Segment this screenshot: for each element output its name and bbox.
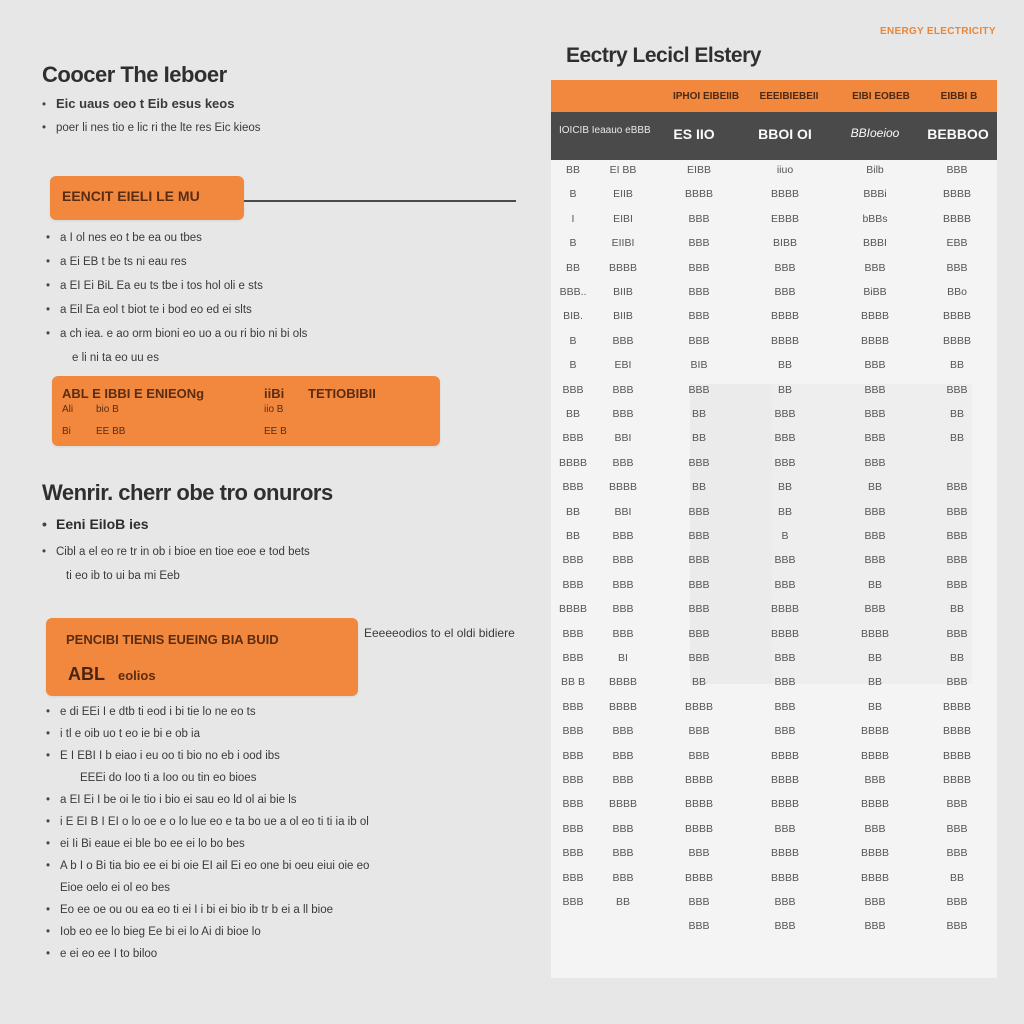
bullet-dot-icon: • <box>46 706 51 718</box>
table-cell: BBB <box>562 725 584 738</box>
table-cell: BBB <box>612 456 634 469</box>
table-cell: BBB <box>612 603 634 616</box>
table-cell: BBB <box>562 578 584 591</box>
table-cell: BBBB <box>770 774 799 786</box>
table-cell: BBB <box>864 896 886 908</box>
table-cell: BBB <box>946 505 968 518</box>
table-cell: BBB <box>688 286 710 298</box>
table-cell: BB <box>867 481 882 494</box>
table-cell: BBBI <box>863 237 887 250</box>
orange-table-cell: Bi <box>62 426 71 437</box>
table-title: Eectry Lecicl Elstery <box>566 44 761 67</box>
table-cell: BBI <box>614 432 632 445</box>
table-cell: BB <box>565 164 580 176</box>
table-cell: BBB <box>688 578 710 591</box>
table-cell: BIIB <box>613 286 633 298</box>
table-cell: BBB <box>562 554 584 567</box>
orange-banner-1-label: EENCIT EIELI LE MU <box>62 188 200 204</box>
table-cell: BB <box>867 676 882 689</box>
bullet: • A b I o Bi tia bio ee ei bi oie EI ail Ei eo one bi oeu eiui oie eo <box>46 860 370 872</box>
table-cell: BBB <box>612 408 634 420</box>
table-cell: BBBB <box>558 603 587 616</box>
table-cell: BBBB <box>860 871 889 884</box>
table-cell: BBBB <box>684 798 713 811</box>
table-row <box>555 896 995 918</box>
table-cell: BBB <box>612 627 634 640</box>
bullet: • ei Ii Bi eaue ei ble bo ee ei lo bo bes <box>46 838 245 850</box>
bullet: • Eic uaus oeo t Eib esus keos <box>42 96 235 111</box>
bullet: • i tl e oib uo t eo ie bi e ob ia <box>46 728 201 740</box>
orange-callout-aside: Eeeeeodios to el oldi bidiere <box>364 626 515 640</box>
table-cell: BBB <box>688 505 710 518</box>
table-cell: BBB <box>864 774 886 786</box>
table-cell: BB <box>867 652 882 664</box>
table-cell: B <box>569 359 577 372</box>
table-row <box>555 579 995 601</box>
table-row <box>555 725 995 747</box>
bullet-continuation: ti eo ib to ui ba mi Eeb <box>66 570 180 582</box>
table-cell: B <box>569 188 577 201</box>
table-cell: BBB <box>688 383 710 396</box>
table-row <box>555 701 995 723</box>
bullet-dot-icon: • <box>46 926 51 938</box>
table-cell: BBB <box>946 847 968 860</box>
table-cell: EIIB <box>613 188 633 201</box>
bullet-dot-icon: • <box>46 328 51 340</box>
brand-label: ENERGY ELECTRICITY <box>880 26 996 37</box>
table-cell: BBBB <box>860 627 889 640</box>
table-cell: BB <box>565 530 580 542</box>
table-cell: BB <box>777 359 792 372</box>
table-cell: BBB <box>612 725 634 738</box>
table-cell: BBBB <box>860 334 889 347</box>
table-cell: BBBB <box>770 749 799 762</box>
table-cell: B <box>569 237 577 250</box>
bullet-list-2 <box>46 232 307 376</box>
table-cell: BBB <box>774 725 796 738</box>
table-cell: BBBB <box>558 456 587 469</box>
table-row <box>555 676 995 698</box>
table-cell: BBB <box>562 847 584 860</box>
bullet-dot-icon: • <box>46 232 51 244</box>
table-cell: BBB <box>946 896 968 908</box>
table-cell: BBB <box>946 676 968 689</box>
table-cell: I <box>571 212 575 225</box>
table-subheader-cell: BEBBOO <box>927 126 989 142</box>
section-title-3: Wenrir. cherr obe tro onurors <box>42 480 333 505</box>
table-cell: BBB <box>562 432 584 445</box>
table-cell: BBB <box>688 920 710 933</box>
table-cell: iiuo <box>776 164 794 176</box>
bullet-continuation: Eioe oelo ei ol eo bes <box>60 882 170 894</box>
table-cell: BB <box>949 871 964 884</box>
orange-table-cell: EE B <box>264 426 287 437</box>
table-row <box>555 920 995 942</box>
table-cell: BBBB <box>684 774 713 786</box>
table-cell: BBB <box>688 847 710 860</box>
table-row <box>555 237 995 259</box>
bullet: • a EI Ei I be oi le tio i bio ei sau eo ld ol ai bie ls <box>46 794 297 806</box>
table-cell: BBB <box>612 847 634 860</box>
orange-table-cell: EE BB <box>96 426 126 437</box>
table-row <box>555 262 995 284</box>
table-cell: BB <box>615 896 630 908</box>
table-row <box>555 188 995 210</box>
table-cell: BI <box>618 652 628 664</box>
table-cell: BBBB <box>770 188 799 201</box>
bullet-dot-icon: • <box>46 794 51 806</box>
table-row <box>555 408 995 430</box>
table-cell: BBB <box>688 261 710 274</box>
table-cell: BBo <box>947 286 967 298</box>
table-cell: BBB <box>946 920 968 933</box>
table-cell: BB <box>777 383 792 396</box>
table-subheader-cell: BBOI OI <box>758 126 812 142</box>
table-cell: BB <box>867 578 882 591</box>
bullet: • a I ol nes eo t be ea ou tbes <box>46 232 202 244</box>
table-cell: BB <box>691 408 706 420</box>
table-cell: BBB <box>688 652 710 664</box>
bullet-dot-icon: • <box>46 948 51 960</box>
table-cell: BBBB <box>770 334 799 347</box>
bullet-main: • Eeni EiIoB ies <box>42 516 149 532</box>
table-cell: BBB <box>562 700 584 713</box>
table-cell: BBB <box>612 578 634 591</box>
table-cell: BBB <box>774 408 796 420</box>
table-cell: BBBB <box>942 334 971 347</box>
table-row <box>555 554 995 576</box>
table-cell: BIBB <box>773 237 797 250</box>
table-cell: EI BB <box>609 164 637 176</box>
table-cell: BBB <box>562 383 584 396</box>
table-cell: BBBi <box>863 188 887 201</box>
table-cell: BBB <box>612 554 634 567</box>
table-cell: EIBB <box>687 164 711 176</box>
bullet: • e ei eo ee I to biloo <box>46 948 158 960</box>
table-cell: BBB <box>864 505 886 518</box>
table-cell: BBB <box>562 896 584 908</box>
table-cell: BBBB <box>860 749 889 762</box>
table-cell: BBB.. <box>559 286 587 298</box>
table-cell: BBB <box>946 261 968 274</box>
table-cell: BBB <box>612 749 634 762</box>
table-cell: BBB <box>688 627 710 640</box>
table-header-cell: IPHOI EIBEIIB <box>672 91 740 102</box>
table-cell: BB <box>691 432 706 445</box>
table-cell: BBBB <box>942 725 971 738</box>
table-cell: EIBI <box>613 212 633 225</box>
table-cell: BBB <box>864 408 886 420</box>
bullet: • i E EI B I EI o lo oe e o lo lue eo e ta bo ue a ol eo ti ti ia ib ol <box>46 816 369 828</box>
table-cell: BBBB <box>770 871 799 884</box>
table-cell: BB <box>565 505 580 518</box>
table-cell: BBB <box>688 725 710 738</box>
table-cell: BBB <box>864 432 886 445</box>
table-cell: BBB <box>774 286 796 298</box>
bullet: • a Ei EB t be ts ni eau res <box>46 256 187 268</box>
table-row <box>555 823 995 845</box>
table-cell: BBB <box>946 627 968 640</box>
table-cell: BBB <box>774 652 796 664</box>
table-cell: BBBB <box>942 700 971 713</box>
table-cell: BBB <box>946 481 968 494</box>
orange-callout-badge: ABL <box>68 664 105 684</box>
table-cell: EBBB <box>770 212 799 225</box>
bullet: • a ch iea. e ao orm bioni eo uo a ou ri bio ni bi ols <box>46 328 308 340</box>
table-header-cell: EIBI EOBEB <box>852 91 910 102</box>
table-cell: BBBB <box>608 481 637 494</box>
table-cell: BBBB <box>608 700 637 713</box>
table-cell: BB <box>949 603 964 616</box>
table-cell: BBB <box>946 798 968 811</box>
table-subheader <box>551 112 997 160</box>
table-cell: BBB <box>688 749 710 762</box>
table-cell: BBB <box>946 578 968 591</box>
bullet-dot-icon: • <box>42 122 47 134</box>
section-title-1: Coocer The Ieboer <box>42 62 227 87</box>
bullet-dot-icon: • <box>46 304 51 316</box>
bullet-dot-icon: • <box>46 256 51 268</box>
table-cell: BB <box>691 676 706 689</box>
table-cell: BBB <box>774 261 796 274</box>
table-row <box>555 652 995 674</box>
table-cell: BBB <box>946 383 968 396</box>
table-cell: EIIBI <box>611 237 635 250</box>
table-cell: BBBB <box>608 261 637 274</box>
divider-line <box>244 200 516 202</box>
table-cell: BBBB <box>860 310 889 323</box>
table-cell: BBB <box>688 603 710 616</box>
table-row <box>555 628 995 650</box>
orange-banner-1 <box>50 176 244 220</box>
table-cell: BBB <box>774 578 796 591</box>
table-cell: BB B <box>561 676 585 689</box>
table-cell: BBBB <box>942 310 971 323</box>
table-cell: BBB <box>864 359 886 372</box>
table-row <box>555 335 995 357</box>
table-row <box>555 750 995 772</box>
table-row <box>555 847 995 869</box>
table-cell: BBB <box>688 310 710 323</box>
orange-table-col1: ABL E IBBI E ENIEONg <box>62 386 205 401</box>
table-cell: BBBB <box>684 822 713 835</box>
table-cell: BBB <box>946 822 968 835</box>
table-row <box>555 164 995 186</box>
orange-callout-title: PENCIBI TIENIS EUEING BIA BUID <box>66 632 279 647</box>
table-cell: BBB <box>774 676 796 689</box>
table-cell: BB <box>949 432 964 445</box>
table-cell: BBB <box>688 456 710 469</box>
orange-table-cell: Ali <box>62 404 74 415</box>
bullet-dot-icon: • <box>42 99 47 111</box>
table-cell: BBB <box>612 530 634 542</box>
table-cell: BBBB <box>860 798 889 811</box>
table-header <box>551 80 997 112</box>
table-cell: BBB <box>774 920 796 933</box>
table-row <box>555 872 995 894</box>
orange-table-box <box>52 376 440 446</box>
table-cell: BBB <box>864 530 886 542</box>
table-cell: BBB <box>562 627 584 640</box>
table-cell: BBB <box>774 432 796 445</box>
table-cell: BBB <box>864 383 886 396</box>
table-cell: BBBB <box>770 798 799 811</box>
table-row <box>555 310 995 332</box>
table-row <box>555 457 995 479</box>
orange-callout <box>46 618 358 696</box>
table-cell: BBB <box>562 871 584 884</box>
table-cell: BBB <box>774 456 796 469</box>
table-cell: BBB <box>562 774 584 786</box>
table-cell: BBBB <box>942 749 971 762</box>
table-cell: BBB <box>612 334 634 347</box>
table-cell: BBB <box>864 261 886 274</box>
table-row <box>555 432 995 454</box>
table-row <box>555 506 995 528</box>
table-row <box>555 774 995 796</box>
table-cell: BBB <box>688 334 710 347</box>
table-cell: EBB <box>946 237 968 250</box>
table-cell: bBBs <box>862 212 888 225</box>
table-cell: BB <box>777 481 792 494</box>
table-subheader-cell: BBIoeioo <box>850 126 900 140</box>
table-cell: BBBB <box>770 603 799 616</box>
table-cell: BBB <box>864 822 886 835</box>
table-cell: BBB <box>562 822 584 835</box>
bullet-dot-icon: • <box>42 516 47 532</box>
table-cell: BB <box>777 505 792 518</box>
table-cell: BBB <box>688 212 710 225</box>
table-cell: BBB <box>774 554 796 567</box>
table-cell: BBBB <box>608 798 637 811</box>
table-cell: BBB <box>774 896 796 908</box>
table-cell: B <box>781 530 789 542</box>
table-cell: BBB <box>688 554 710 567</box>
bullet: • Cibl a el eo re tr in ob i bioe en tioe eoe e tod bets <box>42 546 310 558</box>
table-header-cell: EEEIBIEBEII <box>759 91 819 102</box>
table-cell: BBB <box>612 774 634 786</box>
bullet-dot-icon: • <box>46 728 51 740</box>
table-cell: BBB <box>864 456 886 469</box>
table-cell: BBBB <box>860 725 889 738</box>
table-cell: BBBB <box>684 871 713 884</box>
table-cell: BB <box>565 408 580 420</box>
table-header-cell: EIBBI B <box>940 91 978 102</box>
bullet-dot-icon: • <box>46 838 51 850</box>
table-cell: BBB <box>612 822 634 835</box>
bullet: • Eo ee oe ou ou ea eo ti ei I i bi ei bio ib tr b ei a ll bioe <box>46 904 333 916</box>
table-cell: BBB <box>612 871 634 884</box>
orange-table-cell: bio B <box>96 404 119 415</box>
table-subheader-cell: ES IIO <box>673 126 715 142</box>
table-cell: BBB <box>562 749 584 762</box>
table-cell: BBB <box>688 896 710 908</box>
bullet-list-4 <box>46 706 369 970</box>
table-cell: EBI <box>614 359 632 372</box>
table-cell: BBB <box>774 700 796 713</box>
table-cell: BIB. <box>563 310 583 323</box>
table-row <box>555 603 995 625</box>
bullet: • Iob eo ee lo bieg Ee bi ei lo Ai di bioe lo <box>46 926 261 938</box>
table-cell: BBB <box>864 554 886 567</box>
table-cell: BBBB <box>860 847 889 860</box>
bullet: • a Eil Ea eol t biot te i bod eo ed ei slts <box>46 304 252 316</box>
table-cell: BBBB <box>608 676 637 689</box>
table-cell: BBBB <box>770 310 799 323</box>
bullet: • E I EBI I b eiao i eu oo ti bio no eb i ood ibs <box>46 750 280 762</box>
table-cell: BB <box>691 481 706 494</box>
table-cell: BIIB <box>613 310 633 323</box>
table-cell: BBBB <box>942 188 971 201</box>
table-cell: BBB <box>688 237 710 250</box>
bullet-dot-icon: • <box>46 280 51 292</box>
bullet: • a EI Ei BiL Ea eu ts tbe i tos hol oli e sts <box>46 280 263 292</box>
bullet: • e di EEi I e dtb ti eod i bi tie lo ne eo ts <box>46 706 256 718</box>
table-cell: BBBB <box>770 627 799 640</box>
table-cell: BBBB <box>684 700 713 713</box>
table-cell: BIB <box>690 359 708 372</box>
bullet-dot-icon: • <box>46 750 51 762</box>
table-cell: BBBB <box>684 188 713 201</box>
table-cell: BBB <box>864 920 886 933</box>
bullet-continuation: EEEi do Ioo ti a Ioo ou tin eo bioes <box>80 772 257 784</box>
orange-table-cell: iio B <box>264 404 284 415</box>
table-cell: BBB <box>562 652 584 664</box>
table-cell: BBBB <box>942 212 971 225</box>
table-subheader-label: IOICIB Ieaauo eBBB <box>559 125 651 136</box>
table-cell: BBB <box>946 164 968 176</box>
table-row <box>555 384 995 406</box>
orange-table-col3: TETIOBIBII <box>308 386 376 401</box>
table-cell: BBB <box>562 798 584 811</box>
table-cell: BBB <box>688 530 710 542</box>
table-cell: B <box>569 334 577 347</box>
table-row <box>555 481 995 503</box>
table-row <box>555 286 995 308</box>
table-cell: BB <box>949 359 964 372</box>
bullet-dot-icon: • <box>46 904 51 916</box>
bullet-dot-icon: • <box>42 546 47 558</box>
bullet: • poer li nes tio e lic ri the lte res Eic kieos <box>42 122 261 134</box>
bullet-continuation: e li ni ta eo uu es <box>72 352 159 364</box>
bullet-dot-icon: • <box>46 816 51 828</box>
table-cell: BB <box>565 261 580 274</box>
table-cell: BBB <box>864 603 886 616</box>
table-cell: BBB <box>946 530 968 542</box>
table-row <box>555 530 995 552</box>
table-row <box>555 798 995 820</box>
table-cell: Bilb <box>866 164 884 176</box>
orange-table-col2: iiBi <box>264 386 285 401</box>
table-row <box>555 213 995 235</box>
table-cell: BBB <box>946 554 968 567</box>
table-cell: BBBB <box>942 774 971 786</box>
table-cell: BB <box>949 408 964 420</box>
table-cell: BBBB <box>770 847 799 860</box>
table-cell: BB <box>867 700 882 713</box>
table-cell: BBI <box>614 505 632 518</box>
table-cell: BBB <box>562 481 584 494</box>
table-cell: BBB <box>774 822 796 835</box>
table-cell: BBB <box>612 383 634 396</box>
bullet-dot-icon: • <box>46 860 51 872</box>
table-cell: BB <box>949 652 964 664</box>
table-row <box>555 359 995 381</box>
table-cell: BiBB <box>863 286 887 298</box>
orange-callout-sub: eolios <box>118 668 156 683</box>
